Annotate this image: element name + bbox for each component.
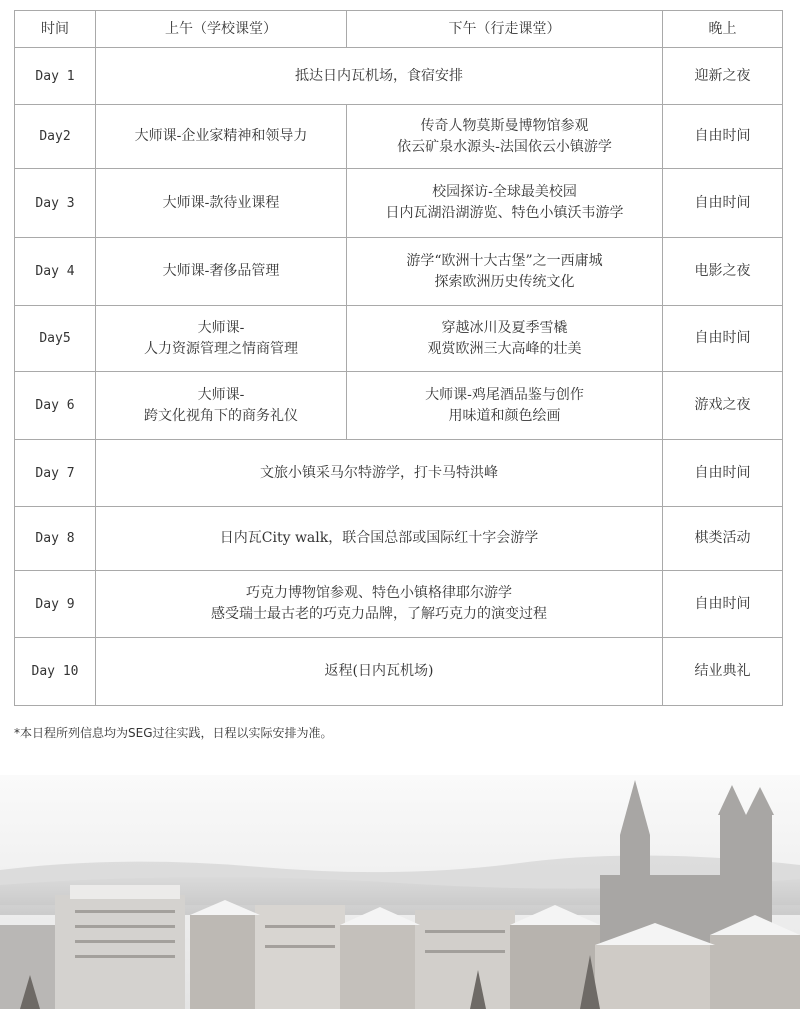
table-row bbox=[15, 238, 783, 306]
morning-cell bbox=[96, 238, 347, 306]
activity-cell: 返程(日内瓦机场) bbox=[96, 638, 663, 706]
day-cell: Day 1 bbox=[15, 48, 96, 105]
disclaimer-note: *本日程所列信息均为SEG过往实践，日程以实际安排为准。 bbox=[14, 726, 333, 740]
morning-cell bbox=[96, 372, 347, 440]
header-time: 时间 bbox=[15, 11, 96, 48]
morning-line: 大师课-款待业课程 bbox=[162, 194, 280, 211]
table-row bbox=[15, 105, 783, 169]
activity-cell: 抵达日内瓦机场，食宿安排 bbox=[96, 48, 663, 105]
header-morning: 上午（学校课堂） bbox=[96, 11, 347, 48]
table-row bbox=[15, 306, 783, 372]
table-row bbox=[15, 507, 783, 571]
morning-line: 大师课-奢侈品管理 bbox=[162, 263, 280, 279]
afternoon-cell bbox=[347, 169, 663, 238]
activity-line: 巧克力博物馆参观、特色小镇格律耶尔游学 bbox=[246, 585, 512, 601]
afternoon-line: 穿越冰川及夏季雪橇 bbox=[441, 319, 568, 336]
table-row bbox=[15, 440, 783, 507]
table-row bbox=[15, 48, 783, 105]
table-row bbox=[15, 169, 783, 238]
afternoon-line: 探索欧洲历史传统文化 bbox=[434, 273, 575, 290]
header-row bbox=[15, 11, 783, 48]
morning-cell bbox=[96, 306, 347, 372]
evening-cell: 自由时间 bbox=[663, 440, 783, 507]
evening-cell: 自由时间 bbox=[663, 571, 783, 638]
afternoon-line: 传奇人物莫斯曼博物馆参观 bbox=[420, 117, 589, 134]
afternoon-cell bbox=[347, 105, 663, 169]
evening-cell: 棋类活动 bbox=[663, 507, 783, 571]
evening-cell: 自由时间 bbox=[663, 169, 783, 238]
evening-cell: 游戏之夜 bbox=[663, 372, 783, 440]
table-row bbox=[15, 571, 783, 638]
afternoon-line: 大师课-鸡尾酒品鉴与创作 bbox=[425, 386, 584, 403]
table-row bbox=[15, 372, 783, 440]
city-snow-photo bbox=[0, 775, 800, 1009]
table-row bbox=[15, 638, 783, 706]
afternoon-line: 依云矿泉水源头-法国依云小镇游学 bbox=[397, 138, 612, 155]
evening-cell: 迎新之夜 bbox=[663, 48, 783, 105]
day-cell: Day 9 bbox=[15, 571, 96, 638]
day-cell: Day 7 bbox=[15, 440, 96, 507]
header-evening: 晚上 bbox=[663, 11, 783, 48]
evening-cell: 结业典礼 bbox=[663, 638, 783, 706]
day-cell: Day 3 bbox=[15, 169, 96, 238]
day-cell: Day5 bbox=[15, 306, 96, 372]
morning-cell bbox=[96, 169, 347, 238]
afternoon-line: 观赏欧洲三大高峰的壮美 bbox=[427, 340, 582, 357]
afternoon-cell bbox=[347, 238, 663, 306]
day-cell: Day 6 bbox=[15, 372, 96, 440]
evening-cell: 电影之夜 bbox=[663, 238, 783, 306]
activity-cell: 文旅小镇采马尔特游学，打卡马特洪峰 bbox=[96, 440, 663, 507]
day-cell: Day 8 bbox=[15, 507, 96, 571]
morning-line: 人力资源管理之情商管理 bbox=[144, 340, 298, 357]
schedule-table bbox=[14, 10, 783, 706]
afternoon-line: 用味道和颜色绘画 bbox=[448, 407, 561, 424]
morning-line: 大师课- bbox=[197, 319, 245, 336]
afternoon-line: 游学“欧洲十大古堡”之一西庸城 bbox=[406, 252, 603, 269]
day-cell: Day2 bbox=[15, 105, 96, 169]
afternoon-line: 校园探访-全球最美校园 bbox=[432, 184, 577, 200]
evening-cell: 自由时间 bbox=[663, 306, 783, 372]
day-cell: Day 4 bbox=[15, 238, 96, 306]
activity-line: 感受瑞士最古老的巧克力品牌，了解巧克力的演变过程 bbox=[211, 606, 547, 622]
city-illustration bbox=[0, 775, 800, 1009]
header-afternoon: 下午（行走课堂） bbox=[347, 11, 663, 48]
morning-line: 大师课-企业家精神和领导力 bbox=[134, 128, 308, 144]
morning-line: 大师课- bbox=[197, 386, 245, 403]
activity-cell: 日内瓦City walk，联合国总部或国际红十字会游学 bbox=[96, 507, 663, 571]
afternoon-cell bbox=[347, 372, 663, 440]
afternoon-cell bbox=[347, 306, 663, 372]
activity-cell bbox=[96, 571, 663, 638]
morning-line: 跨文化视角下的商务礼仪 bbox=[144, 407, 298, 424]
evening-cell: 自由时间 bbox=[663, 105, 783, 169]
day-cell: Day 10 bbox=[15, 638, 96, 706]
morning-cell bbox=[96, 105, 347, 169]
afternoon-line: 日内瓦湖沿湖游览、特色小镇沃韦游学 bbox=[385, 205, 624, 221]
